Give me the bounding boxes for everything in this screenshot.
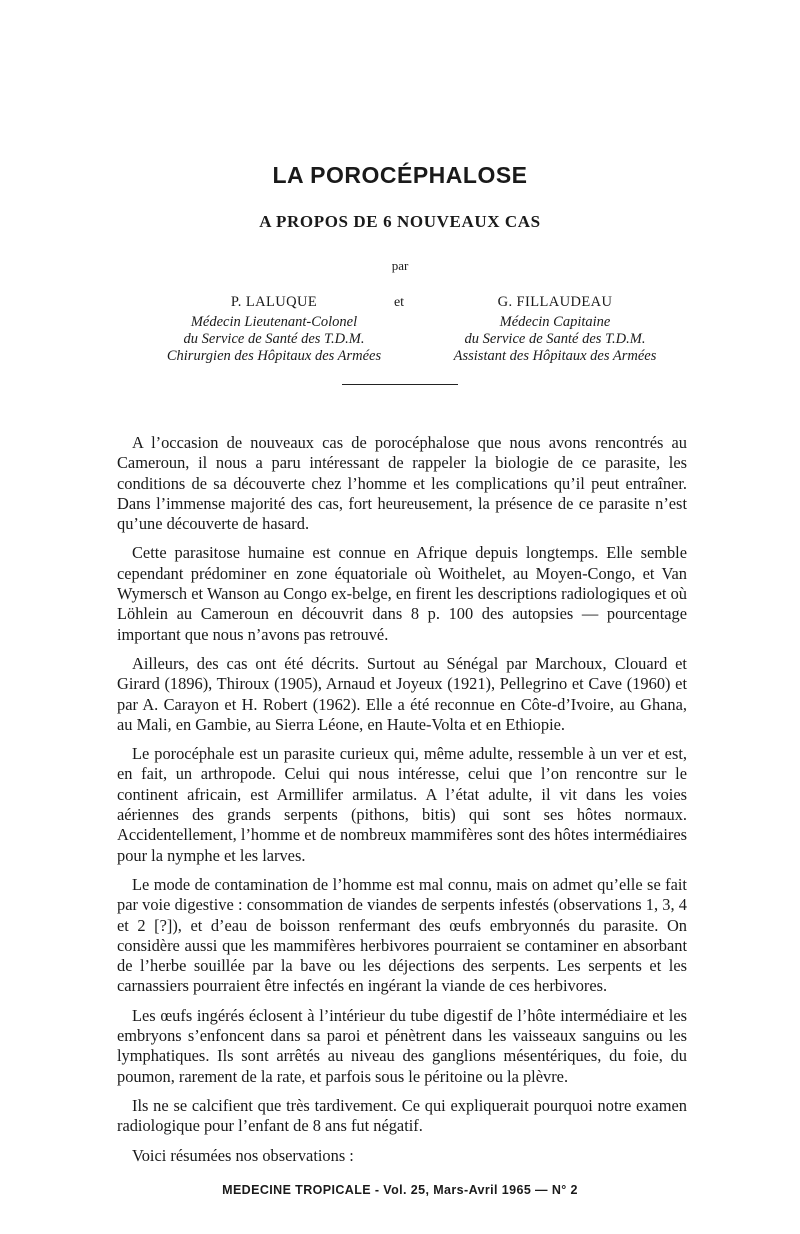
author-block-fillaudeau bbox=[405, 294, 705, 365]
separator-rule bbox=[342, 384, 458, 385]
body-paragraph: Les œufs ingérés éclosent à l’intérieur du tube digestif de l’hôte intermédiaire et les embryons s’enfoncent dans sa paroi et pénètrent dans les vaisseaux sanguins ou les lymphatiques. Ils sont arrêtés au niveau des ganglions mésentériques, du foie, du poumon, rarement de la rate, et parfois sous le péritoine ou la plèvre. bbox=[117, 1005, 687, 1086]
body-paragraph: Le mode de contamination de l’homme est mal connu, mais on admet qu’elle se fait par voie digestive : consommation de viandes de serpents infestés (observations 1, 3, 4 et 2 [?]), et d’eau de boisson renfermant des œufs embryonnés du parasite. On considère aussi que les mammifères herbivores pourraient se contaminer en absorbant de l’herbe souillée par la bave ou les déjections des serpents. Les serpents et les carnassiers pourraient être infectés en ingérant la viande de ces herbivores. bbox=[117, 874, 687, 996]
body-paragraph: Ils ne se calcifient que très tardivement. Ce qui expliquerait pourquoi notre examen radiologique pour l’enfant de 8 ans fut négatif. bbox=[117, 1095, 687, 1136]
author-service: du Service de Santé des T.D.M. bbox=[464, 331, 646, 347]
article-body bbox=[117, 433, 687, 1175]
author-conjunction: et bbox=[393, 295, 405, 310]
body-paragraph: Le porocéphale est un parasite curieux qui, même adulte, ressemble à un ver et est, en fait, un arthropode. Celui qui nous intéresse, celui que l’on rencontre sur le continent africain, est Armillifer armilatus. A l’état adulte, il vit dans les voies aériennes des grands serpents (pithons, bitis) qui sont ses hôtes normaux. Accidentellement, l’homme et de nombreux mammifères sont des hôtes intermédiaires pour la nymphe et les larves. bbox=[117, 744, 687, 865]
author-block-laluque bbox=[124, 294, 424, 365]
article-subtitle: A PROPOS DE 6 NOUVEAUX CAS bbox=[259, 212, 541, 231]
author-rank: Médecin Lieutenant-Colonel bbox=[190, 314, 358, 330]
journal-footer: MEDECINE TROPICALE - Vol. 25, Mars-Avril 1965 — N° 2 bbox=[222, 1183, 578, 1197]
by-label: par bbox=[391, 258, 409, 273]
author-position: Assistant des Hôpitaux des Armées bbox=[453, 348, 657, 364]
body-paragraph: Cette parasitose humaine est connue en Afrique depuis longtemps. Elle semble cependant prédominer en zone équatoriale où Woithelet, au Moyen-Congo, et Van Wymersch et Wanson au Congo ex-belge, en firent les descriptions radiologiques et où Löhlein au Cameroun en découvrit dans 8 p. 100 des autopsies — pourcentage important que nous n’avons pas retrouvé. bbox=[117, 543, 687, 644]
author-name: G. FILLAUDEAU bbox=[497, 294, 613, 310]
author-position: Chirurgien des Hôpitaux des Armées bbox=[166, 348, 382, 364]
body-paragraph: Voici résumées nos observations : bbox=[132, 1145, 354, 1165]
author-rank: Médecin Capitaine bbox=[499, 314, 611, 330]
author-service: du Service de Santé des T.D.M. bbox=[183, 331, 365, 347]
body-paragraph: Ailleurs, des cas ont été décrits. Surtout au Sénégal par Marchoux, Clouard et Girard (1896), Thiroux (1905), Arnaud et Joyeux (1921), Pellegrino et Cave (1960) et par A. Carayon et H. Robert (1962). Elle a été reconnue en Côte-d’Ivoire, au Ghana, au Mali, en Gambie, au Sierra Léone, en Haute-Volta et en Ethiopie. bbox=[117, 653, 687, 734]
article-title: LA POROCÉPHALOSE bbox=[272, 162, 528, 188]
body-paragraph: A l’occasion de nouveaux cas de porocéphalose que nous avons rencontrés au Cameroun, il nous a paru intéressant de rappeler la biologie de ce parasite, les conditions de sa découverte chez l’homme et les complications qu’il peut entraîner. Dans l’immense majorité des cas, fort heureusement, la présence de ce parasite n’est qu’une découverte de hasard. bbox=[117, 433, 687, 534]
author-name: P. LALUQUE bbox=[230, 294, 318, 310]
